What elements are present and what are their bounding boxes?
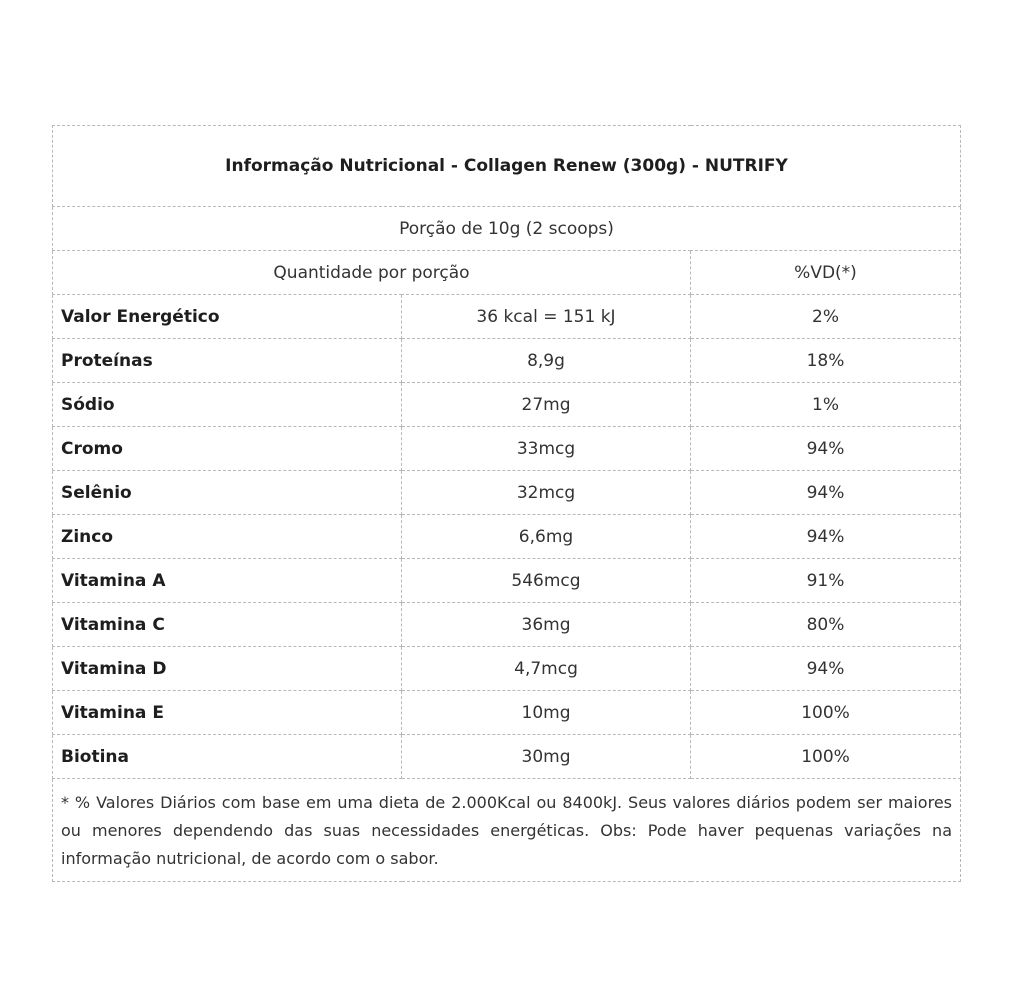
nutrient-name: Sódio (53, 383, 402, 427)
nutrient-amount: 32mcg (402, 471, 691, 515)
table-row (53, 559, 961, 603)
nutrient-name: Vitamina D (53, 647, 402, 691)
nutrient-name: Selênio (53, 471, 402, 515)
table-row (53, 471, 961, 515)
nutrient-daily-value: 100% (691, 691, 961, 735)
nutrient-daily-value: 18% (691, 339, 961, 383)
nutrient-daily-value: 94% (691, 515, 961, 559)
table-row (53, 295, 961, 339)
nutrient-daily-value: 80% (691, 603, 961, 647)
table-row (53, 691, 961, 735)
footnote-text: * % Valores Diários com base em uma dieta de 2.000Kcal ou 8400kJ. Seus valores diários podem ser maiores ou menores dependendo das suas necessidades energéticas. Obs: Pode haver pequenas variações na informação nutricional, de acordo com o sabor. (53, 779, 961, 882)
nutrient-name: Zinco (53, 515, 402, 559)
nutrient-daily-value: 94% (691, 647, 961, 691)
nutrient-amount: 4,7mcg (402, 647, 691, 691)
table-row (53, 647, 961, 691)
nutrient-amount: 8,9g (402, 339, 691, 383)
table-row (53, 339, 961, 383)
header-vd: %VD(*) (691, 251, 961, 295)
nutrient-amount: 36mg (402, 603, 691, 647)
nutrient-name: Vitamina E (53, 691, 402, 735)
nutrient-amount: 27mg (402, 383, 691, 427)
nutrient-amount: 546mcg (402, 559, 691, 603)
header-row (53, 251, 961, 295)
table-row (53, 603, 961, 647)
table-row (53, 735, 961, 779)
nutrient-daily-value: 100% (691, 735, 961, 779)
table-title: Informação Nutricional - Collagen Renew (300g) - NUTRIFY (53, 126, 961, 207)
nutrient-amount: 36 kcal = 151 kJ (402, 295, 691, 339)
nutrient-name: Proteínas (53, 339, 402, 383)
nutrient-daily-value: 94% (691, 427, 961, 471)
nutrition-facts-table (52, 125, 961, 882)
table-row (53, 427, 961, 471)
header-quantity: Quantidade por porção (53, 251, 691, 295)
nutrient-amount: 6,6mg (402, 515, 691, 559)
footnote-row (53, 779, 961, 882)
table-row (53, 515, 961, 559)
nutrient-daily-value: 91% (691, 559, 961, 603)
table-row (53, 383, 961, 427)
nutrient-name: Cromo (53, 427, 402, 471)
nutrient-name: Biotina (53, 735, 402, 779)
nutrient-daily-value: 2% (691, 295, 961, 339)
portion-size: Porção de 10g (2 scoops) (53, 207, 961, 251)
nutrient-daily-value: 94% (691, 471, 961, 515)
nutrient-daily-value: 1% (691, 383, 961, 427)
nutrient-name: Valor Energético (53, 295, 402, 339)
nutrient-name: Vitamina A (53, 559, 402, 603)
nutrient-amount: 10mg (402, 691, 691, 735)
nutrient-amount: 33mcg (402, 427, 691, 471)
nutrient-name: Vitamina C (53, 603, 402, 647)
nutrient-amount: 30mg (402, 735, 691, 779)
title-row (53, 126, 961, 207)
portion-row (53, 207, 961, 251)
